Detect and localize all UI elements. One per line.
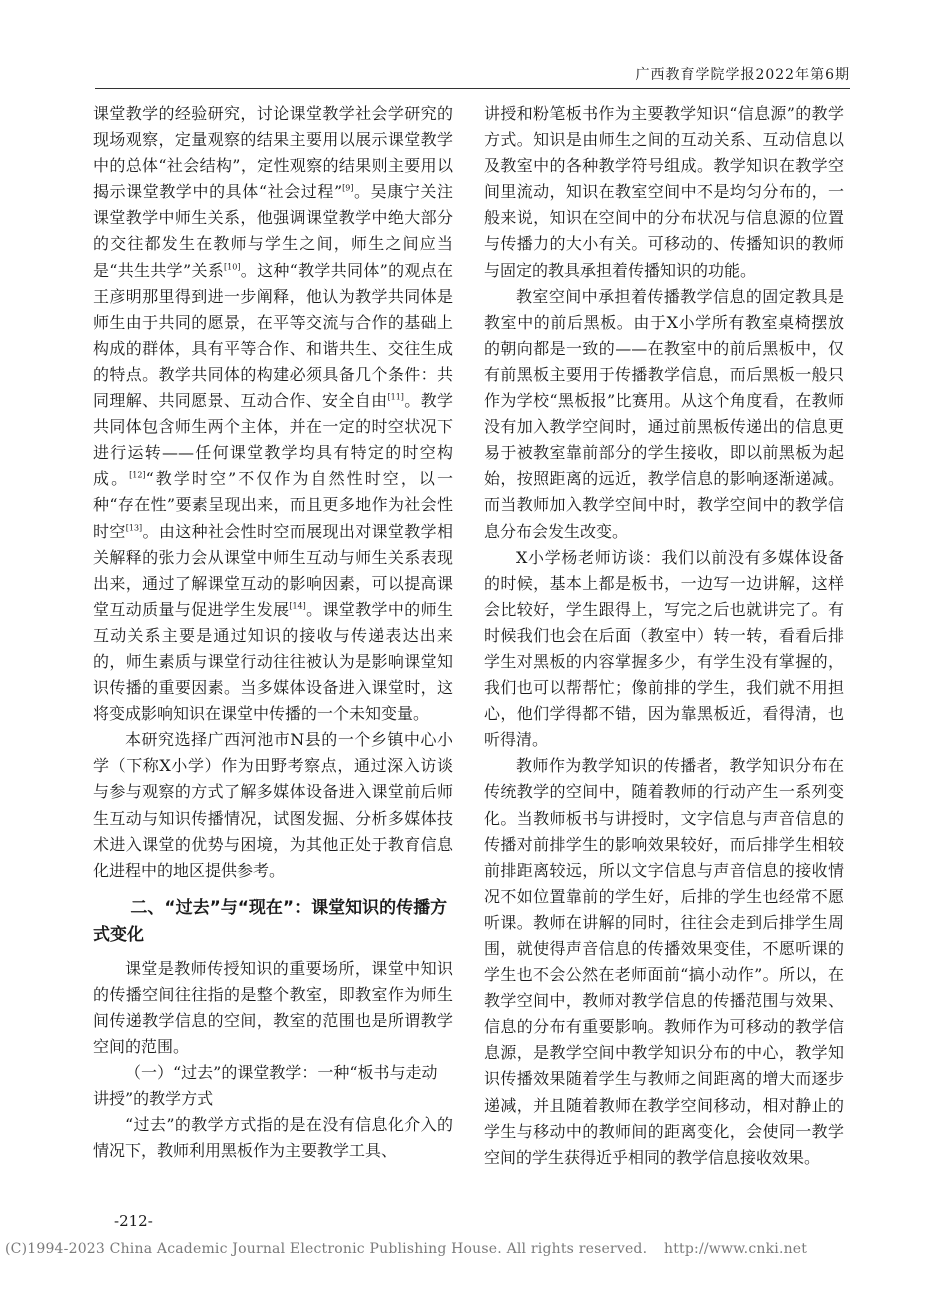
website-link[interactable]: http://www.cnki.net [664,1241,808,1257]
page-number: -212- [114,1212,153,1230]
paragraph-teacher-as-source: 教师作为教学知识的传播者，教学知识分布在传统教学的空间中，随着教师的行动产生一系列变化。当教师板书与讲授时，文字信息与声音信息的传播对前排学生的影响效果较好，而后排学生相较前排距离较远，所以文字信息与声音信息的接收情况不如位置靠前的学生好，后排的学生也经常不愿听课。教师在讲解的同时，往往会走到后排学生周围，就使得声音信息的传播效果变佳，不愿听课的学生也不会公然在老师面前“搞小动作”。所以，在教学空间中，教师对教学信息的传播范围与效果、信息的分布有重要影响。教师作为可移动的教学信息源，是教学空间中教学知识分布的中心，教学知识传播效果随着学生与教师之间距离的增大而逐步递减，并且随着教师在教学空间移动，相对静止的学生与移动中的教师间的距离变化，会使同一教学空间的学生获得近乎相同的教学信息接收效果。 [484,756,844,1167]
citation-13: [13] [125,523,143,533]
right-column [484,101,844,1171]
section-heading: 二、“过去”与“现在”：课堂知识的传播方式变化 [93,897,448,945]
paragraph-literature-review: 课堂教学的经验研究，讨论课堂教学社会学研究的现场观察，定量观察的结果主要用以展示课堂教学中的总体“社会结构”，定性观察的结果则主要用以揭示课堂教学中的具体“社会过程”[9]。吴康宁关注课堂教学中师生关系，他强调课堂教学中绝大部分的交往都发生在教师与学生之间，师生之间应当是“共生共学”关系[10]。这种“教学共同体”的观点在王彦明那里得到进一步阐释，他认为教学共同体是师生由于共同的愿景，在平等交流与合作的基础上构成的群体，具有平等合作、和谐共生、交往生成的特点。教学共同体的构建必须具备几个条件：共同理解、共同愿景、互动合作、安全自由[11]。教学共同体包含师生两个主体，并在一定的时空状况下进行运转——任何课堂教学均具有特定的时空构成。[12]“教学时空”不仅作为自然性时空，以一种“存在性”要素呈现出来，而且更多地作为社会性时空[13]。由这种社会性时空而展现出对课堂教学相关解释的张力会从课堂中师生互动与师生关系表现出来，通过了解课堂互动的影响因素，可以提高课堂互动质量与促进学生发展[14]。课堂教学中的师生互动关系主要是通过知识的接收与传递表达出来的，师生素质与课堂行动往往被认为是影响课堂知识传播的重要因素。当多媒体设备进入课堂时，这将变成影响知识在课堂中传播的一个未知变量。 [93,104,453,724]
subsection-heading: （一）“过去”的课堂教学：一种“板书与走动讲授”的教学方式 [93,1063,438,1109]
paragraph-research-site: 本研究选择广西河池市N县的一个乡镇中心小学（下称X小学）作为田野考察点，通过深入访谈与参与观察的方式了解多媒体设备进入课堂前后师生互动与知识传播情况，试图发掘、分析多媒体技术进入课堂的优势与困境，为其他正处于教育信息化进程中的地区提供参考。 [93,730,453,880]
paragraph-classroom-space: 课堂是教师传授知识的重要场所，课堂中知识的传播空间往往指的是整个教室，即教室作为师生间传递教学信息的空间，教室的范围也是所谓教学空间的范围。 [93,958,453,1057]
citation-11: [11] [387,392,404,402]
paragraph-past-teaching: “过去”的教学方式指的是在没有信息化介入的情况下，教师利用黑板作为主要教学工具、 [93,1115,453,1161]
paragraph-interview: X小学杨老师访谈：我们以前没有多媒体设备的时候，基本上都是板书，一边写一边讲解，这样会比较好，学生跟得上，写完之后也就讲完了。有时候我们也会在后面（教室中）转一转，看看后排学生对黑板的内容掌握多少，有学生没有掌握的，我们也可以帮帮忙；像前排的学生，我们就不用担心，他们学得都不错，因为靠黑板近，看得清，也听得清。 [484,547,844,750]
paragraph-information-source: 讲授和粉笔板书作为主要教学知识“信息源”的教学方式。知识是由师生之间的互动关系、互动信息以及教室中的各种教学符号组成。教学知识在教学空间里流动，知识在教室空间中不是均匀分布的，一般来说，知识在空间中的分布状况与信息源的位置与传播力的大小有关。可移动的、传播知识的教师与固定的教具承担着传播知识的功能。 [484,104,844,280]
citation-14: [14] [289,601,306,611]
paragraph-blackboards: 教室空间中承担着传播教学信息的固定教具是教室中的前后黑板。由于X小学所有教室桌椅摆放的朝向都是一致的——在教室中的前后黑板中，仅有前黑板主要用于传播教学信息，而后黑板一般只作为学校“黑板报”比赛用。从这个角度看，在教师没有加入教学空间时，通过前黑板传递出的信息更易于被教室靠前部分的学生接收，即以前黑板为起始，按照距离的远近，教学信息的影响逐渐递减。而当教师加入教学空间中时，教学空间中的教学信息分布会发生改变。 [484,286,844,541]
citation-12: [12] [129,470,146,480]
citation-9: [9] [342,183,354,193]
citation-10: [10] [224,262,241,272]
journal-title: 广西教育学院学报2022年第6期 [635,67,850,83]
left-column [93,101,453,1165]
copyright-text: (C)1994-2023 China Academic Journal Electronic Publishing House. All rights reserved. [5,1241,648,1257]
running-header [95,62,850,89]
